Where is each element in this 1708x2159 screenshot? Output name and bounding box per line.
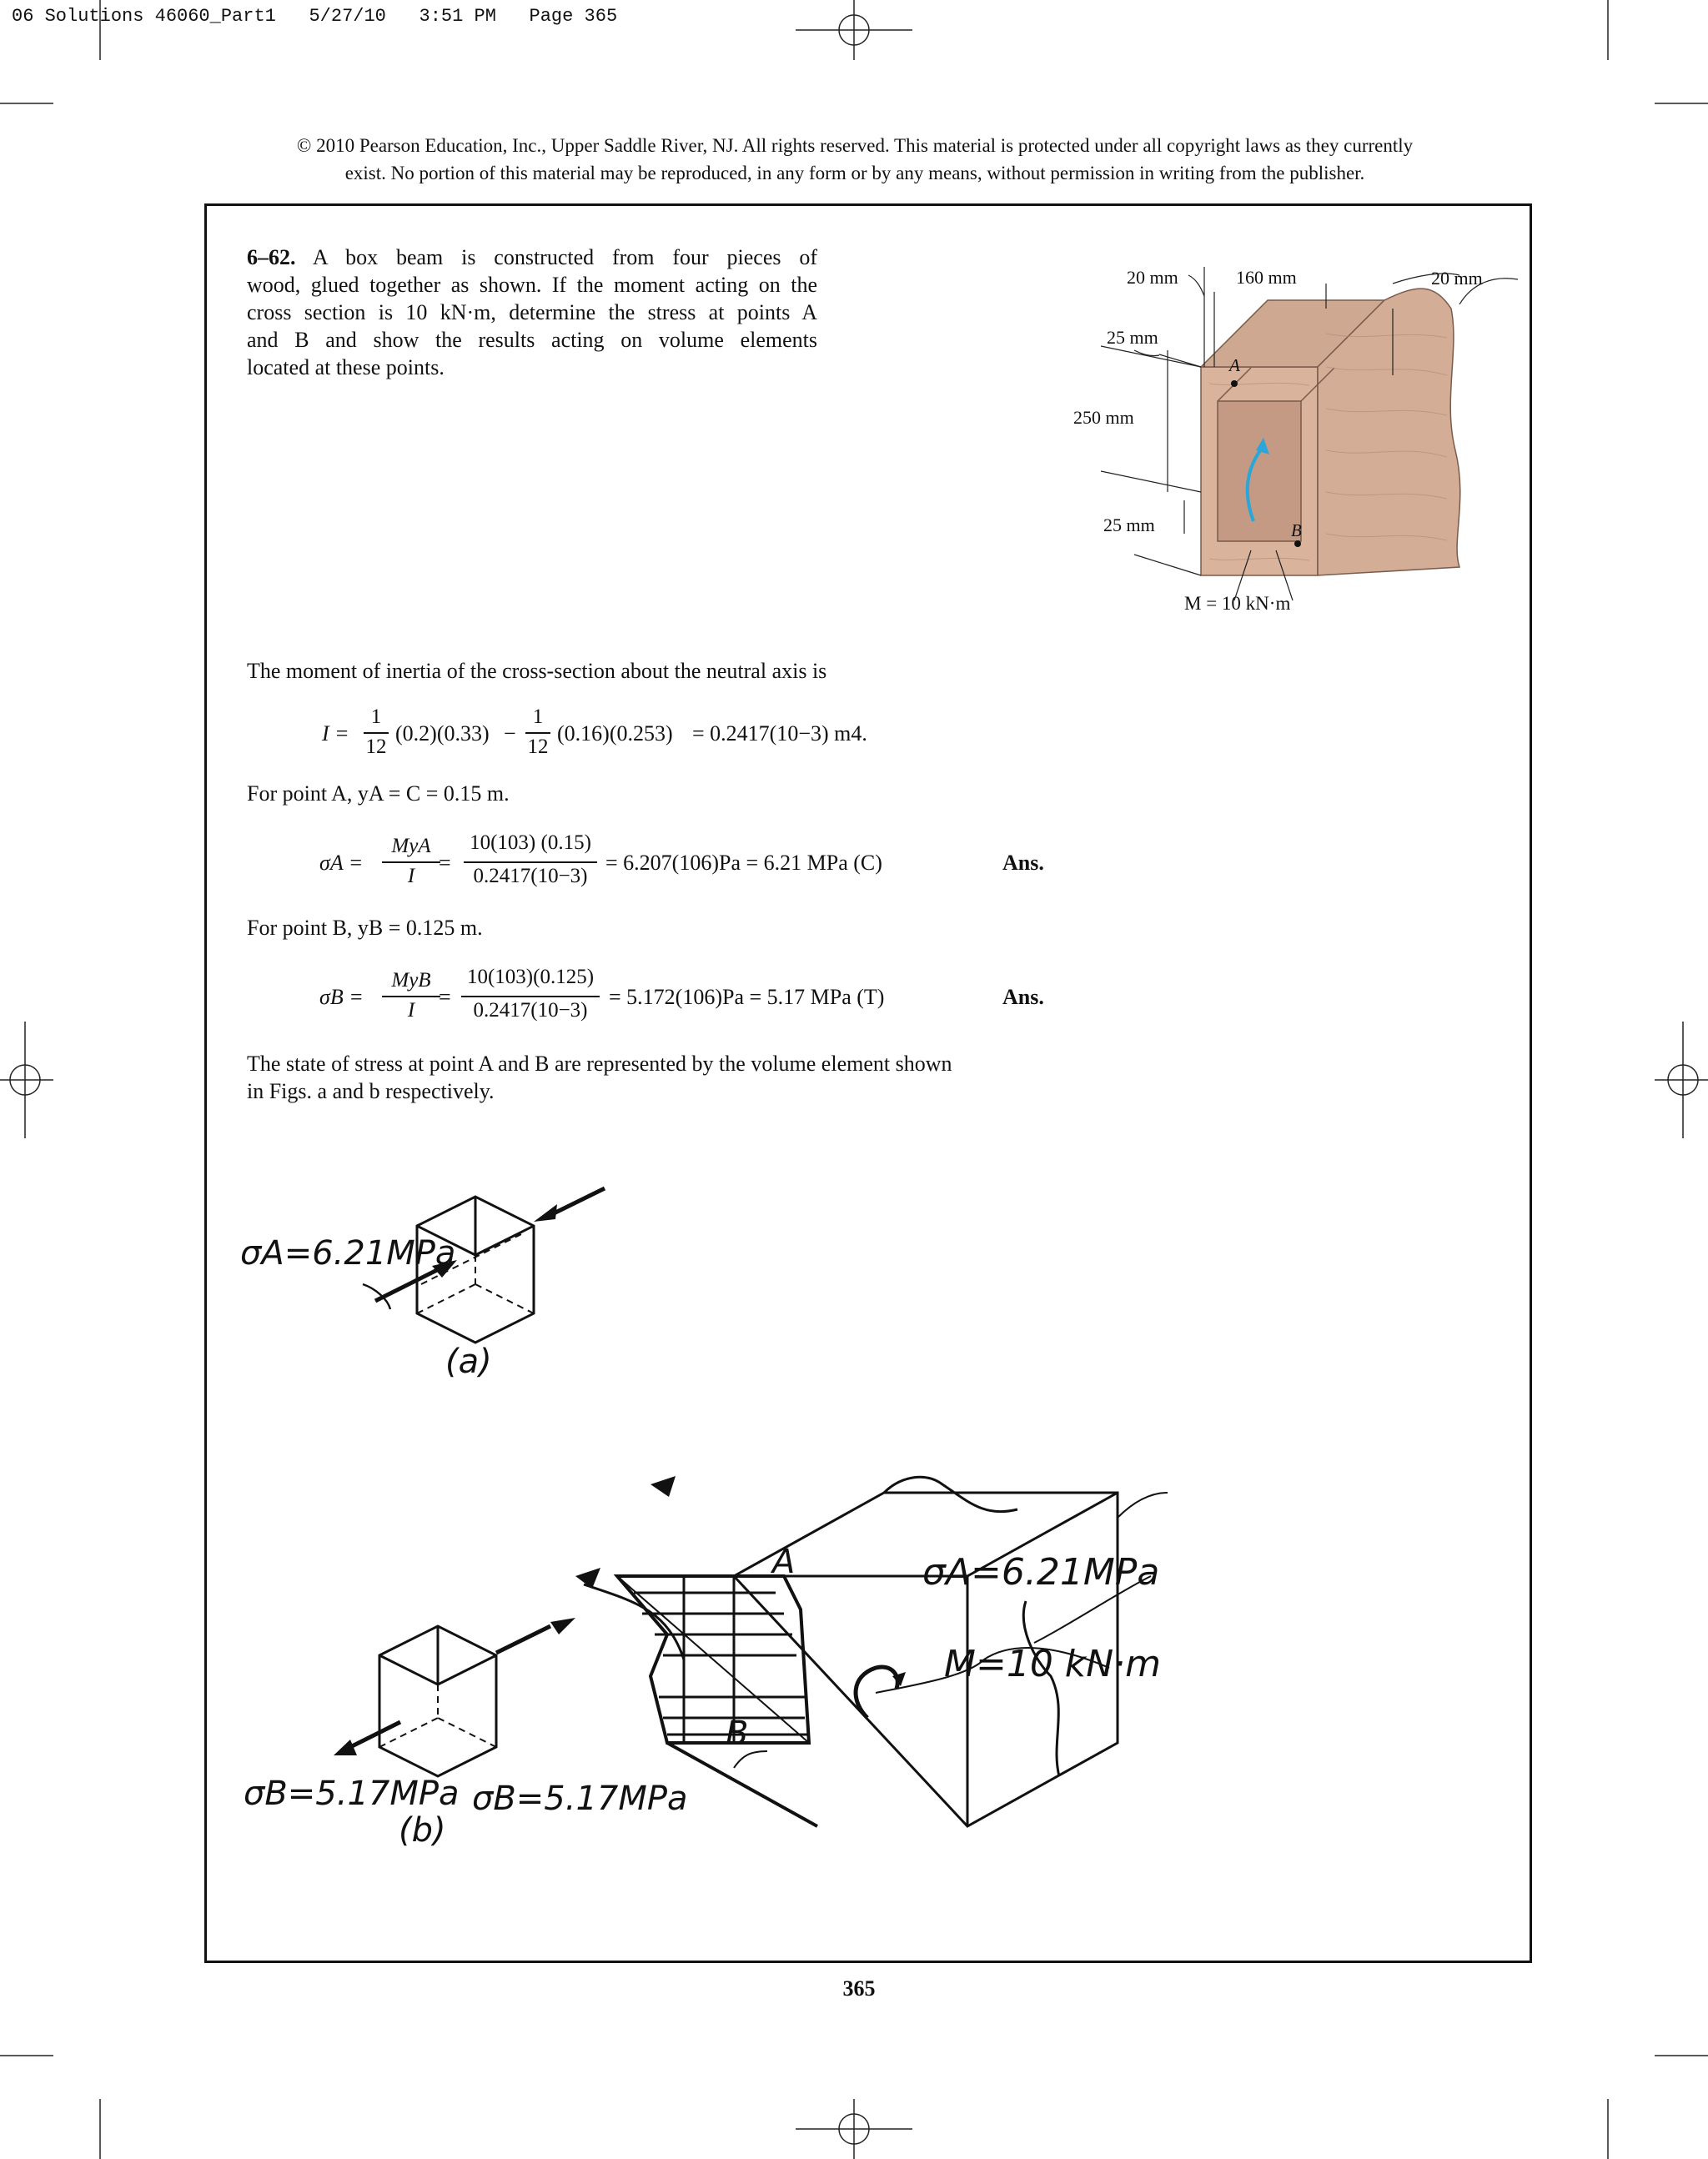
eq-a-frac1-num: MyA: [391, 835, 431, 857]
eq-a-frac2-den: 0.2417(10−3): [473, 865, 588, 887]
eq-i-lhs: I =: [322, 721, 349, 746]
dim-top-right: 20 mm: [1431, 268, 1483, 289]
moment-label: M = 10 kN·m: [1184, 593, 1291, 614]
problem-number: 6–62.: [247, 245, 296, 269]
slug-file: 06 Solutions 46060_Part1: [12, 6, 276, 27]
dim-top-mid: 160 mm: [1236, 267, 1297, 288]
sketch-b-label-b: B: [726, 1715, 749, 1753]
sketch-b-caption: (b): [399, 1811, 446, 1850]
point-b-text: For point B, yB = 0.125 m.: [247, 916, 483, 940]
eq-i-term1: (0.2)(0.33): [395, 721, 490, 746]
eq-b-ans: Ans.: [1002, 985, 1044, 1009]
sketch-a-caption: (a): [445, 1343, 492, 1381]
eq-a-eq: =: [439, 851, 451, 875]
state-line-1: The state of stress at point A and B are represented by the volume element shown: [247, 1052, 952, 1076]
point-a-marker: [1231, 380, 1238, 387]
beam-hollow: [1218, 401, 1301, 541]
state-line-2: in Figs. a and b respectively.: [247, 1079, 495, 1103]
dim-height: 250 mm: [1073, 407, 1134, 428]
eq-i-frac1-den: 12: [365, 736, 387, 758]
eq-i-frac2-den: 12: [527, 736, 549, 758]
sketch-b-stress-b-left: σB=5.17MPa: [244, 1775, 460, 1813]
eq-i-frac2-num: 1: [532, 705, 544, 728]
eq-b-frac1-bar: [382, 996, 440, 997]
eq-i-frac1-num: 1: [370, 705, 382, 728]
copyright-notice: [200, 132, 1510, 187]
eq-a-frac1-bar: [382, 861, 440, 863]
eq-a-ans: Ans.: [1002, 851, 1044, 875]
eq-b-frac2-bar: [461, 996, 600, 997]
slug-time: 3:51 PM: [419, 6, 496, 27]
dim-flange-bottom: 25 mm: [1103, 515, 1155, 535]
eq-i-term2: (0.16)(0.253): [557, 721, 673, 746]
sketch-a-stress-label: σA=6.21MPa: [240, 1234, 456, 1273]
sketch-b-stress-a: σA=6.21MPa: [922, 1551, 1160, 1594]
sketch-a-volume-element: [234, 1167, 651, 1401]
point-b-marker: [1294, 540, 1301, 547]
dim-flange-top: 25 mm: [1107, 327, 1158, 348]
problem-line-1: A box beam is constructed from four pieces of: [312, 245, 817, 269]
sketch-b-stress-b-mid: σB=5.17MPa: [472, 1780, 688, 1818]
eq-i-frac1-bar: [364, 732, 389, 734]
slug-date: 5/27/10: [309, 6, 386, 27]
eq-b-frac1-den: I: [407, 999, 415, 1022]
eq-a-result: = 6.207(106)Pa = 6.21 MPa (C): [605, 851, 882, 875]
eq-i-frac2-bar: [525, 732, 550, 734]
sketch-b-moment: M=10 kN·m: [944, 1643, 1162, 1685]
eq-a-frac1-den: I: [407, 865, 415, 887]
eq-i-result: = 0.2417(10−3) m4.: [692, 721, 867, 746]
slug-page: Page 365: [529, 6, 618, 27]
page-number: 365: [842, 1976, 876, 2001]
problem-line-5: located at these points.: [247, 355, 445, 379]
problem-line-2: wood, glued together as shown. If the moment acting on the: [247, 273, 817, 297]
dim-top-left: 20 mm: [1127, 267, 1178, 288]
eq-b-frac2-num: 10(103)(0.125): [466, 966, 595, 988]
eq-i-minus: −: [504, 721, 516, 746]
point-a-text: For point A, yA = C = 0.15 m.: [247, 781, 510, 806]
eq-b-result: = 5.172(106)Pa = 5.17 MPa (T): [609, 985, 885, 1009]
eq-a-lhs: σA =: [319, 851, 364, 875]
eq-b-frac1-num: MyB: [391, 969, 431, 992]
copyright-line-2: exist. No portion of this material may be reproduced, in any form or by any means, without permission in writing from the publisher.: [344, 163, 1365, 183]
copyright-line-1: © 2010 Pearson Education, Inc., Upper Saddle River, NJ. All rights reserved. This material is protected under all copyright laws as they currently: [296, 135, 1414, 156]
sketch-b-label-a: A: [772, 1543, 796, 1581]
eq-b-lhs: σB =: [319, 985, 364, 1009]
state-of-stress-text: [247, 1050, 952, 1105]
eq-a-frac2-num: 10(103) (0.15): [470, 831, 591, 854]
point-a-label: A: [1229, 355, 1240, 375]
point-b-label: B: [1291, 520, 1302, 540]
solution-intro: The moment of inertia of the cross-section about the neutral axis is: [247, 659, 827, 683]
eq-b-frac2-den: 0.2417(10−3): [473, 999, 588, 1022]
problem-line-4: and B and show the results acting on volume elements: [247, 328, 817, 352]
eq-a-frac2-bar: [464, 861, 597, 863]
box-beam-figure: [1068, 250, 1501, 625]
problem-statement: [247, 244, 817, 381]
eq-b-eq: =: [439, 985, 451, 1009]
problem-line-3: cross section is 10 kN·m, determine the stress at points A: [247, 300, 817, 324]
